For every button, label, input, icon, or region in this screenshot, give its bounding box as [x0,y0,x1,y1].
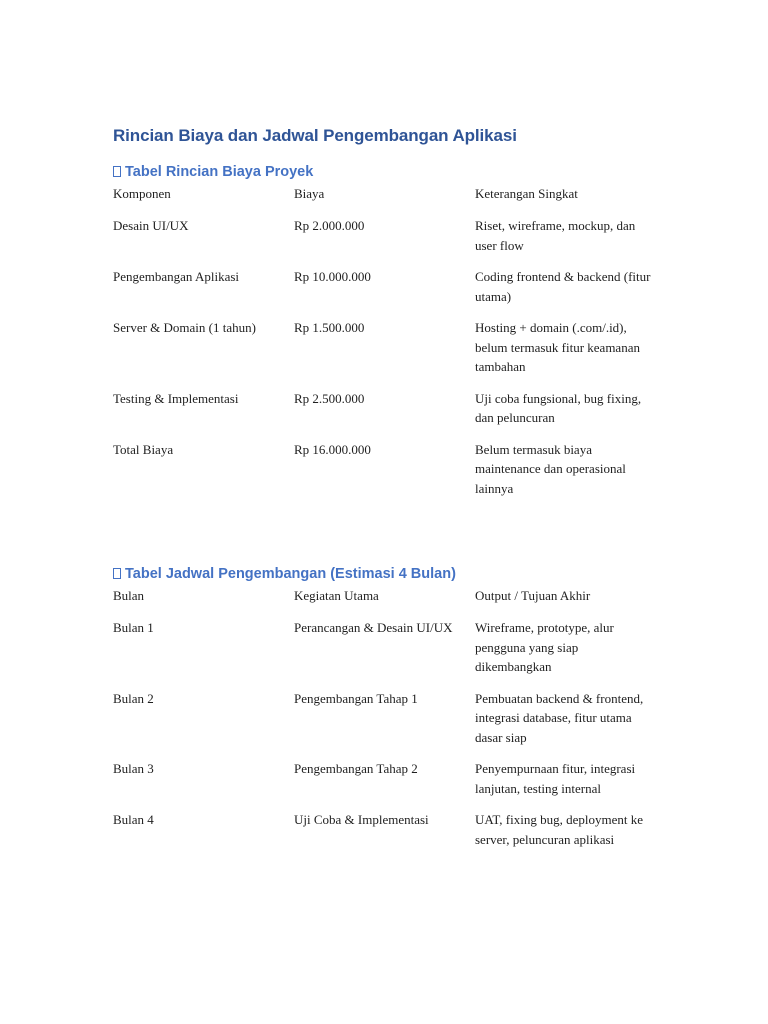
description-cell: Hosting + domain (.com/.id), belum termasuk fitur keamanan tambahan [475,320,640,374]
cost-cell: Rp 1.500.000 [294,320,365,335]
spacer [113,152,658,162]
month-cell: Bulan 2 [113,690,154,706]
cost-cell: Rp 2.500.000 [294,390,365,406]
component-cell: Desain UI/UX [113,218,189,233]
missing-glyph-icon [113,166,121,177]
activity-cell: Perancangan & Desain UI/UX [294,620,453,635]
activity-cell: Uji Coba & Implementasi [294,812,429,827]
month-cell: Bulan 4 [113,812,154,827]
table-row [113,318,658,389]
cost-table [113,184,658,510]
schedule-section-heading [113,564,658,586]
column-header-output: Output / Tujuan Akhir [475,588,591,603]
column-header-kegiatan: Kegiatan Utama [294,588,379,603]
table-header-row [113,586,658,618]
document-page [113,124,658,861]
schedule-section-heading-text: Tabel Jadwal Pengembangan (Estimasi 4 Bulan) [125,566,456,582]
column-header-biaya: Biaya [294,186,325,201]
column-header-komponen: Komponen [113,186,171,201]
cost-cell: Rp 10.000.000 [294,269,371,284]
component-cell: Testing & Implementasi [113,390,239,406]
activity-cell: Pengembangan Tahap 1 [294,690,418,706]
cost-cell: Rp 2.000.000 [294,218,365,233]
table-row [113,759,658,810]
cost-section-heading [113,162,658,184]
document-title: Rincian Biaya dan Jadwal Pengembangan Aplikasi [113,126,517,145]
description-cell: Coding frontend & backend (fitur utama) [475,269,651,304]
activity-cell: Pengembangan Tahap 2 [294,761,418,776]
cost-section-heading-text: Tabel Rincian Biaya Proyek [125,164,314,180]
output-cell: Wireframe, prototype, alur pengguna yang siap dikembangkan [475,620,614,674]
table-row [113,618,658,689]
missing-glyph-icon [113,568,121,579]
description-cell: Uji coba fungsional, bug fixing, dan peluncuran [475,390,642,425]
output-cell: Pembuatan backend & frontend, integrasi database, fitur utama dasar siap [475,690,644,745]
spacer [113,510,658,564]
output-cell: UAT, fixing bug, deployment ke server, peluncuran aplikasi [475,812,644,847]
table-header-row [113,184,658,216]
table-row [113,389,658,440]
table-row [113,267,658,318]
table-row [113,810,658,861]
description-cell: Riset, wireframe, mockup, dan user flow [475,218,636,253]
column-header-keterangan: Keterangan Singkat [475,186,578,201]
month-cell: Bulan 3 [113,761,154,776]
output-cell: Penyempurnaan fitur, integrasi lanjutan, testing internal [475,761,636,796]
table-row [113,689,658,760]
component-cell: Total Biaya [113,441,174,457]
cost-cell: Rp 16.000.000 [294,441,371,457]
table-row-total [113,440,658,511]
schedule-table [113,586,658,861]
month-cell: Bulan 1 [113,620,154,635]
component-cell: Pengembangan Aplikasi [113,269,240,284]
description-cell: Belum termasuk biaya maintenance dan operasional lainnya [475,441,626,496]
table-row [113,216,658,267]
component-cell: Server & Domain (1 tahun) [113,320,256,335]
column-header-bulan: Bulan [113,588,145,603]
